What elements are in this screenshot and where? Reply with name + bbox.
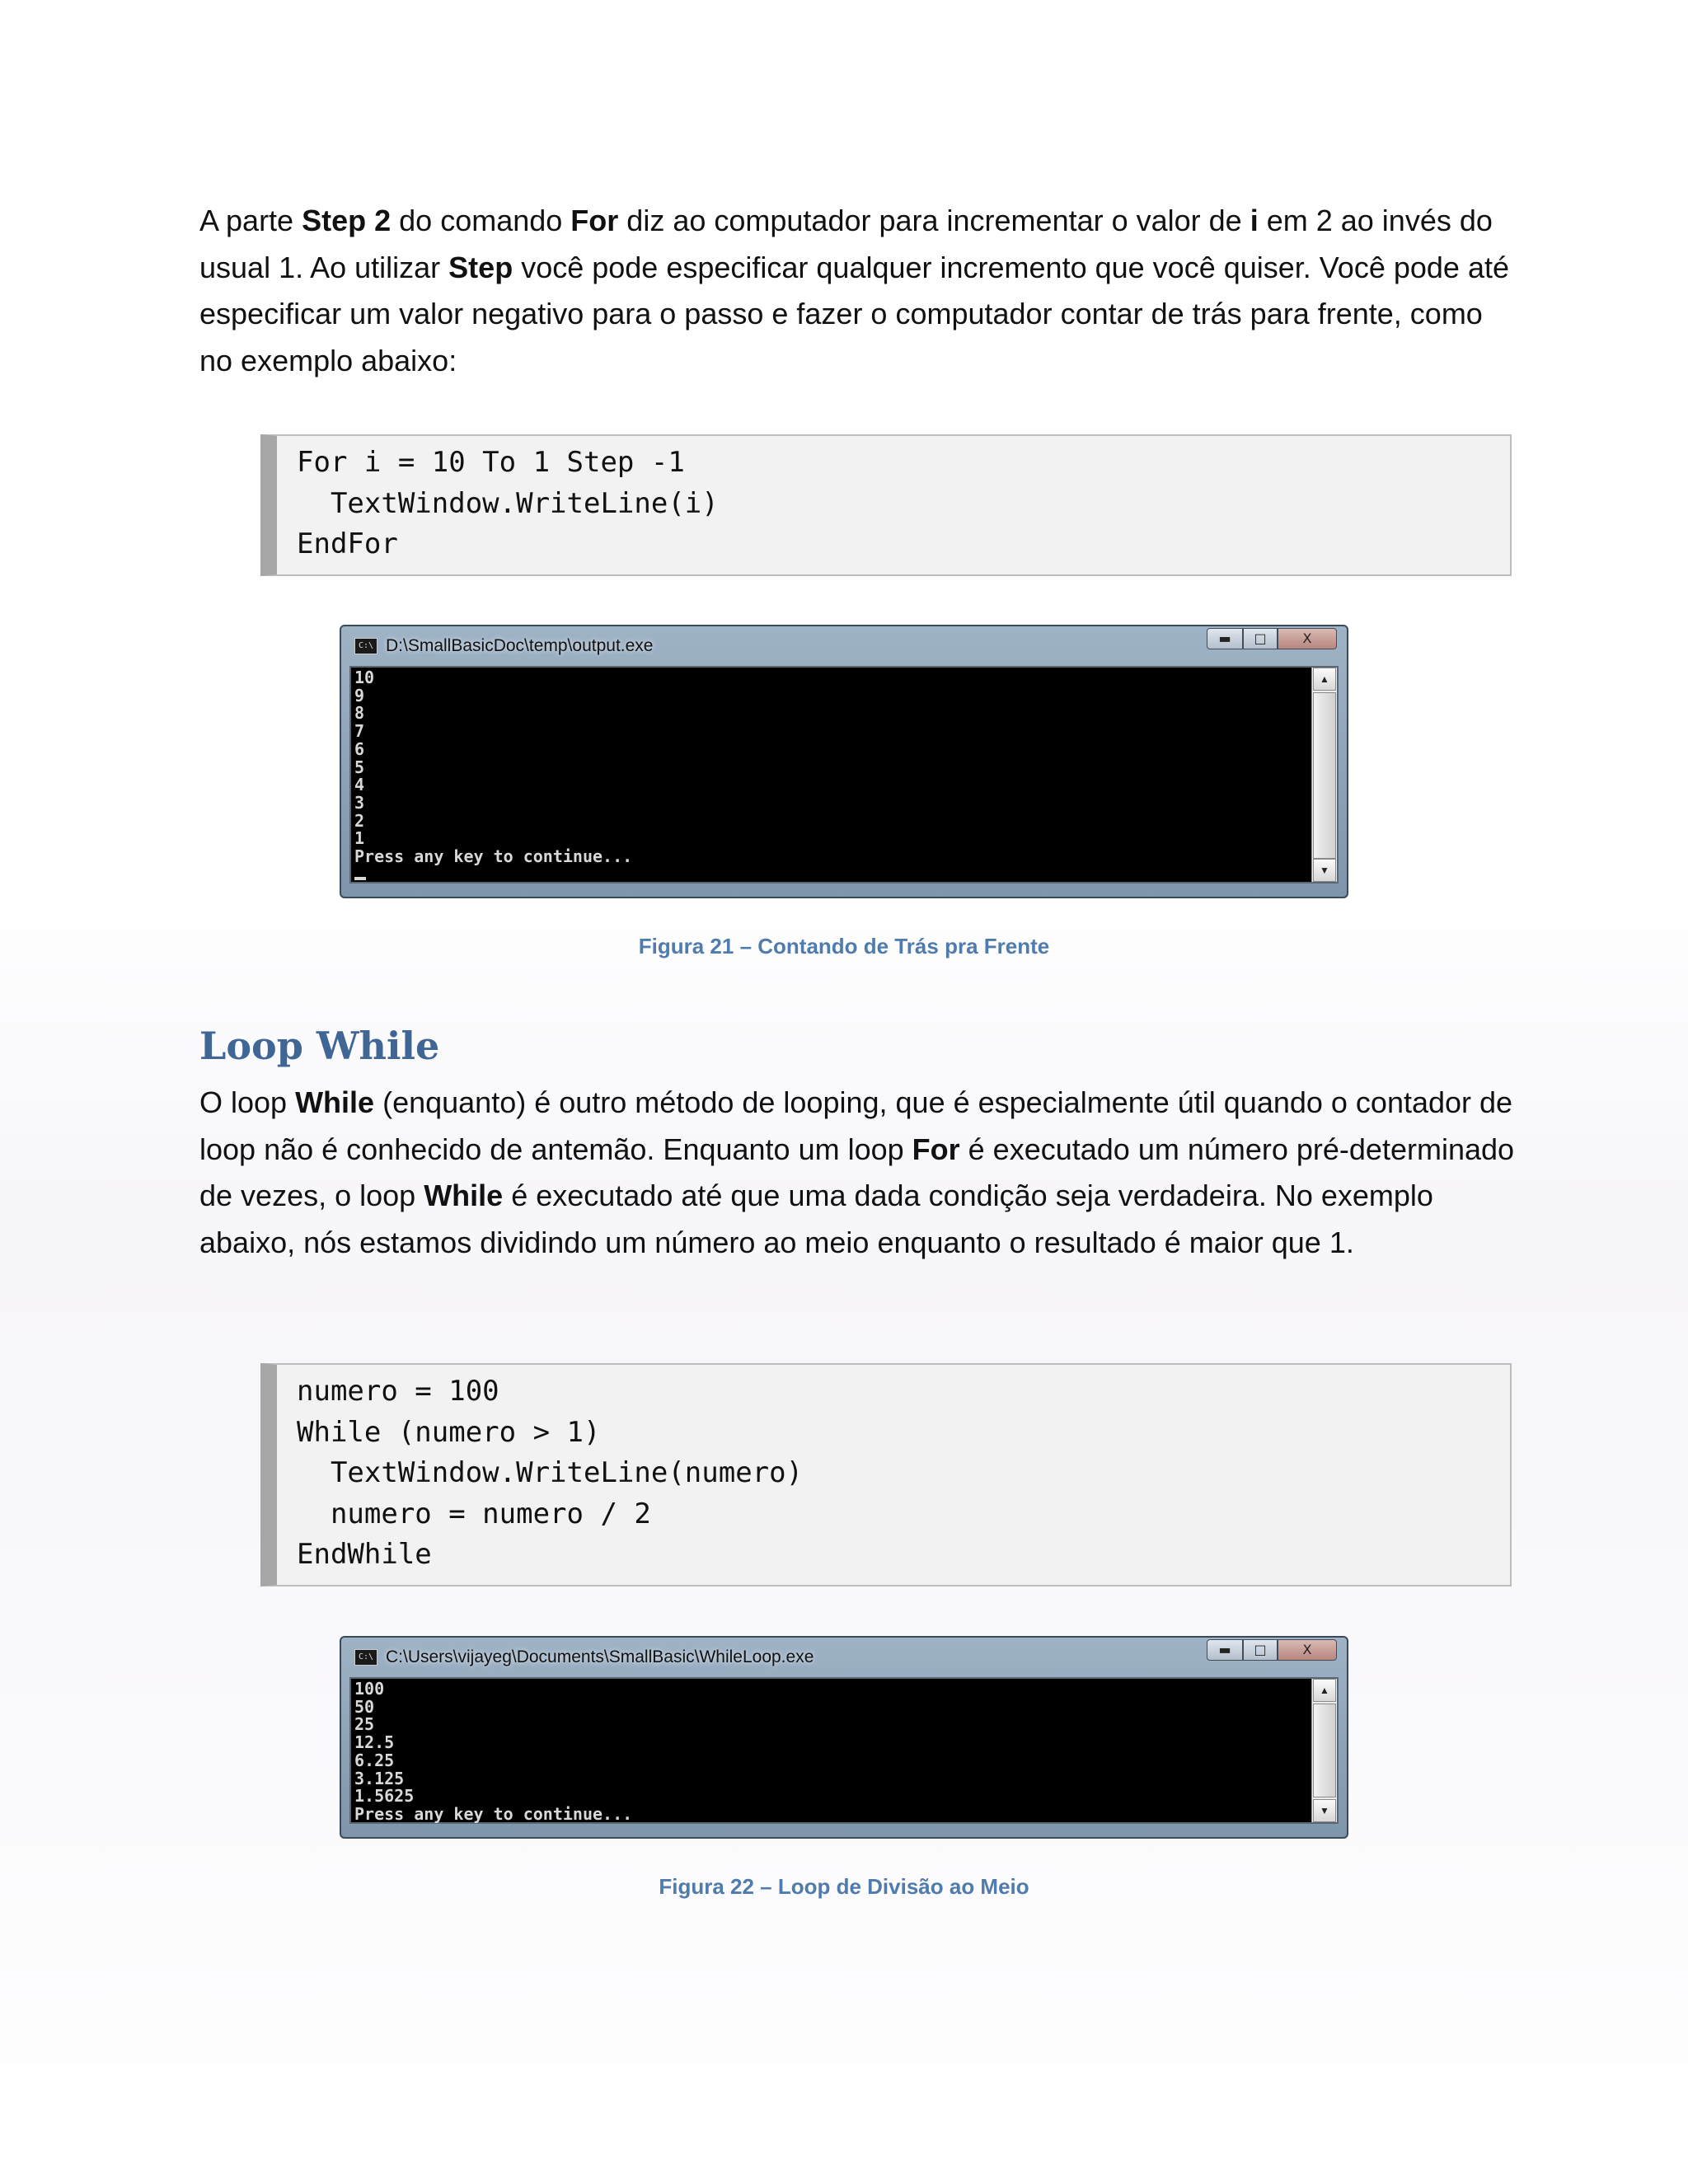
text-run: do comando xyxy=(391,204,571,237)
console-line: 3 xyxy=(354,792,365,813)
console-line: 8 xyxy=(354,703,365,724)
console-app-icon: C:\ xyxy=(354,1649,377,1666)
bold-run: For xyxy=(570,204,619,237)
console-line: 1 xyxy=(354,828,365,849)
console-line: 3.125 xyxy=(354,1768,405,1788)
text-cursor xyxy=(354,877,366,880)
console-line: 6.25 xyxy=(354,1750,395,1770)
figure-caption: Figura 21 – Contando de Trás pra Frente xyxy=(638,934,1050,958)
console-line: 100 xyxy=(354,1679,385,1699)
bold-run: Step xyxy=(448,250,513,284)
bold-run: For xyxy=(912,1132,960,1166)
console-line: 10 xyxy=(354,668,375,687)
text-run: O loop xyxy=(199,1085,296,1119)
console-line: Press any key to continue... xyxy=(354,1803,633,1824)
console-line: 9 xyxy=(354,685,365,705)
bold-run: While xyxy=(424,1179,504,1212)
console-output-area[interactable] xyxy=(349,1677,1339,1824)
bold-run: While xyxy=(295,1085,375,1119)
text-run: diz ao computador para incrementar o valor de xyxy=(618,204,1250,237)
scroll-up-arrow-icon[interactable]: ▲ xyxy=(1313,1679,1336,1702)
vertical-scrollbar[interactable] xyxy=(1311,1679,1337,1822)
minimize-button[interactable]: ▬ xyxy=(1207,628,1243,649)
text-run: em 2 ao invés do usual 1. Ao utilizar xyxy=(199,204,1493,284)
console-window-whileloop xyxy=(340,1636,1348,1839)
code-line: For i = 10 To 1 Step -1 xyxy=(297,446,685,479)
bold-run: Step 2 xyxy=(302,204,392,237)
console-line: 7 xyxy=(354,721,365,742)
vertical-scrollbar[interactable] xyxy=(1311,668,1337,882)
code-line: While (numero > 1) xyxy=(297,1415,601,1449)
code-line: EndFor xyxy=(297,527,398,560)
scrollbar-thumb[interactable] xyxy=(1313,1704,1336,1797)
console-output-area[interactable] xyxy=(349,666,1339,883)
console-line: 50 xyxy=(354,1696,375,1717)
console-titlebar[interactable] xyxy=(349,1638,1339,1677)
console-line: 6 xyxy=(354,738,365,759)
bold-run: i xyxy=(1250,204,1259,237)
scroll-down-arrow-icon[interactable]: ▼ xyxy=(1313,1799,1336,1822)
scroll-down-arrow-icon[interactable]: ▼ xyxy=(1313,859,1336,882)
code-line: EndWhile xyxy=(297,1538,432,1571)
console-output xyxy=(351,668,1337,883)
console-app-icon: C:\ xyxy=(354,638,377,654)
console-titlebar[interactable] xyxy=(349,626,1339,666)
code-line: TextWindow.WriteLine(numero) xyxy=(297,1456,804,1489)
console-line: 5 xyxy=(354,757,365,777)
code-line: TextWindow.WriteLine(i) xyxy=(297,486,719,520)
maximize-button[interactable]: □ xyxy=(1243,1639,1278,1661)
console-line: Press any key to continue... xyxy=(354,846,633,867)
text-run: é executado até que uma dada condição seja verdadeira. No exemplo abaixo, nós estamos dividindo um número ao meio enquanto o resultado é maior que 1. xyxy=(199,1179,1433,1259)
text-run: (enquanto) é outro método de looping, que é especialmente útil quando o contador de loop não é conhecido de antemão. Enquanto um loop xyxy=(199,1085,1513,1166)
console-title: D:\SmallBasicDoc\temp\output.exe xyxy=(386,636,654,655)
code-block-for xyxy=(260,434,1512,576)
console-line: 12.5 xyxy=(354,1732,395,1753)
console-title: C:\Users\vijayeg\Documents\SmallBasic\WhileLoop.exe xyxy=(386,1647,814,1666)
console-line: 25 xyxy=(354,1714,375,1735)
section-heading: Loop While xyxy=(199,1024,440,1068)
console-cursor-line xyxy=(354,866,1337,884)
scroll-up-arrow-icon[interactable]: ▲ xyxy=(1313,668,1336,691)
minimize-button[interactable]: ▬ xyxy=(1207,1639,1243,1661)
paragraph-step-intro xyxy=(199,198,1518,384)
console-output xyxy=(351,1679,1337,1824)
text-run: A parte xyxy=(199,204,302,237)
console-line: 2 xyxy=(354,810,365,831)
code-block-while xyxy=(260,1363,1512,1586)
console-window-output xyxy=(340,625,1348,898)
close-button[interactable]: X xyxy=(1278,628,1337,649)
figure-caption: Figura 22 – Loop de Divisão ao Meio xyxy=(659,1874,1029,1899)
paragraph-while-intro xyxy=(199,1080,1518,1266)
window-controls xyxy=(1207,628,1337,649)
text-run: você pode especificar qualquer incremento que você quiser. Você pode até especificar um valor negativo para o passo e fazer o computador contar de trás para frente, como no exemplo abaixo: xyxy=(199,250,1509,377)
text-run: é executado um número pré-determinado de vezes, o loop xyxy=(199,1132,1515,1212)
console-line: 1.5625 xyxy=(354,1786,415,1807)
close-button[interactable]: X xyxy=(1278,1639,1337,1661)
code-line: numero = 100 xyxy=(297,1375,499,1408)
console-line: 4 xyxy=(354,775,365,795)
maximize-button[interactable]: □ xyxy=(1243,628,1278,649)
scrollbar-thumb[interactable] xyxy=(1313,692,1336,859)
window-controls xyxy=(1207,1639,1337,1661)
code-line: numero = numero / 2 xyxy=(297,1497,651,1530)
